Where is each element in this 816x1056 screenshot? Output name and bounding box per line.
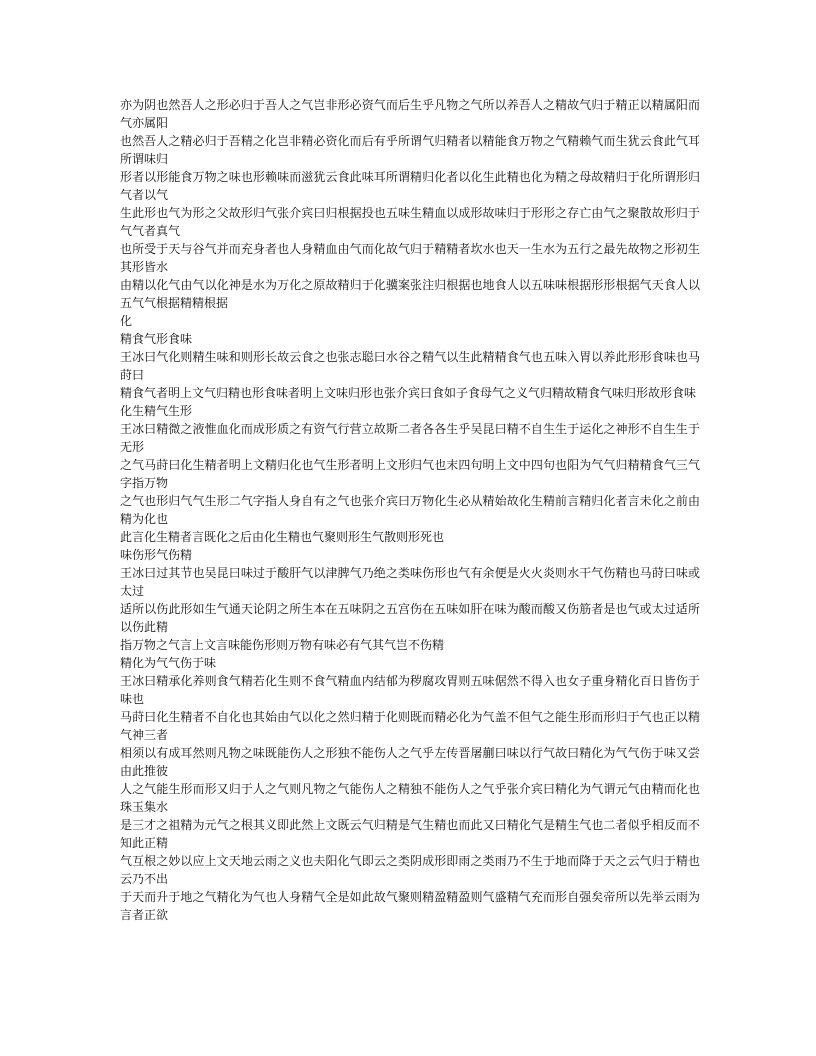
- paragraph: 人之气能生形而形又归于人之气则凡物之气能伤人之精独不能伤人之气乎张介宾曰精化为气谓元气由精而化也珠玉集水: [120, 782, 700, 814]
- paragraph: 生此形也气为形之父故形归气张介宾曰归根据投也五味生精血以成形故味归于形形之存亡由气之聚散故形归于气气者真气: [120, 206, 700, 238]
- section-heading: 精食气形食味: [120, 332, 193, 346]
- paragraph: 气互根之妙以应上文天地云雨之义也夫阳化气即云之类阴成形即雨之类雨乃不生于地而降于天之云气归于精也云乃不出: [120, 854, 700, 886]
- section-heading: 味伤形气伤精: [120, 548, 193, 562]
- paragraph: 马莳曰化生精者不自化也其始由气以化之然归精于化则既而精必化为气盖不但气之能生形而形归于气也正以精气神三者: [120, 710, 700, 742]
- paragraph: 此言化生精者言既化之后由化生精也气聚则形生气散则形死也: [120, 530, 445, 544]
- paragraph: 于天而升于地之气精化为气也人身精气全是如此故气聚则精盈精盈则气盛精气充而形自强矣帝所以先举云雨为言者正欲: [120, 890, 700, 922]
- paragraph: 指万物之气言上文言味能伤形则万物有味必有气其气岂不伤精: [120, 638, 445, 652]
- section-heading: 化生精气生形: [120, 404, 193, 418]
- section-heading: 精化为气气伤于味: [120, 656, 217, 670]
- paragraph: 之气也形归气气生形二气字指人身自有之气也张介宾曰万物化生必从精始故化生精前言精归化者言未化之前由精为化也: [120, 494, 700, 526]
- paragraph: 化: [120, 314, 133, 328]
- document-text: [120, 96, 700, 924]
- paragraph: 是三才之祖精为元气之根其义即此然上文既云气归精是气生精也而此又曰精化气是精生气也二者似乎相反而不知此正精: [120, 818, 700, 850]
- paragraph: 王冰曰精微之液惟血化而成形质之有资气行营立故斯二者各各生乎吴昆曰精不自生生于运化之神形不自生生于无形: [120, 422, 700, 454]
- paragraph: 亦为阴也然吾人之形必归于吾人之气岂非形必资气而后生乎凡物之气所以养吾人之精故气归于精正以精属阳而气亦属阳: [120, 98, 700, 130]
- paragraph: 形者以形能食万物之味也形赖味而滋犹云食此味耳所谓精归化者以化生此精也化为精之母故精归于化所谓形归气者以气: [120, 170, 700, 202]
- paragraph: 精食气者明上文气归精也形食味者明上文味归形也张介宾曰食如子食母气之义气归精故精食气味归形故形食味: [120, 386, 697, 400]
- paragraph: 也然吾人之精必归于吾精之化岂非精必资化而后有乎所谓气归精者以精能食万物之气精赖气而生犹云食此气耳所谓味归: [120, 134, 700, 166]
- paragraph: 相须以有成耳然则凡物之味既能伤人之形独不能伤人之气乎左传晋屠蒯曰味以行气故曰精化为气气伤于味又尝由此推彼: [120, 746, 700, 778]
- paragraph: 适所以伤此形如生气通天论阴之所生本在五味阴之五宫伤在五味如肝在味为酸而酸又伤筋者是也气或太过适所以伤此精: [120, 602, 700, 634]
- paragraph: 之气马莳曰化生精者明上文精归化也气生形者明上文形归气也末四句明上文中四句也阳为气气归精精食气三气字指万物: [120, 458, 700, 490]
- paragraph: 也所受于天与谷气并而充身者也人身精血由气而化故气归于精精者坎水也天一生水为五行之最先故物之形初生其形皆水: [120, 242, 700, 274]
- paragraph: 王冰曰气化则精生味和则形长故云食之也张志聪曰水谷之精气以生此精精食气也五味入胃以养此形形食味也马莳曰: [120, 350, 700, 382]
- paragraph: 由精以化气由气以化神是水为万化之原故精归于化骥案张注归根据也地食人以五味味根据形形根据气天食人以五气气根据精精根据: [120, 278, 700, 310]
- paragraph: 王冰曰过其节也吴昆曰味过于酸肝气以津脾气乃绝之类味伤形也气有余便是火火炎则水干气伤精也马莳曰味或太过: [120, 566, 700, 598]
- paragraph: 王冰曰精承化养则食气精若化生则不食气精血内结郁为秽腐攻胃则五味倨然不得入也女子重身精化百日皆伤于味也: [120, 674, 700, 706]
